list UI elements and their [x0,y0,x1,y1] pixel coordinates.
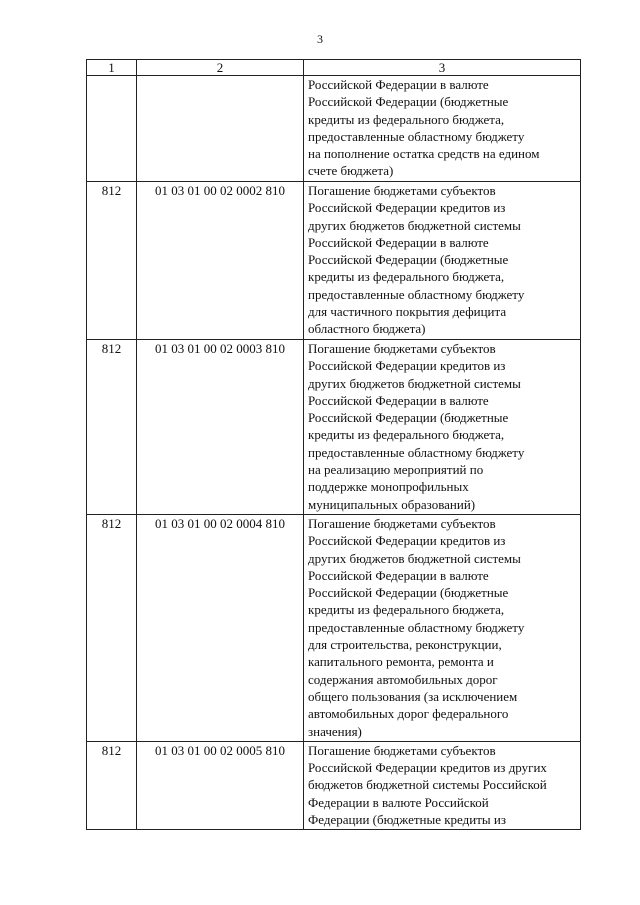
column-header-3: 3 [304,60,581,76]
description-line: общего пользования (за исключением [308,688,518,704]
column-header-2: 2 [137,60,304,76]
table-row [87,340,581,515]
table-row [87,182,581,340]
description-line: Российской Федерации кредитов из [308,358,506,374]
admin-code-cell: 812 [87,182,137,340]
description-line: Российской Федерации в валюте [308,234,489,250]
description-line: кредиты из федерального бюджета, [308,602,505,618]
description-line: Российской Федерации (бюджетные [308,252,509,268]
admin-code-cell: 812 [87,514,137,741]
description-cell [304,340,581,515]
table-row [87,741,581,829]
description-line: автомобильных дорог федерального [308,706,509,722]
description-line: кредиты из федерального бюджета, [308,111,505,127]
description-cell [304,741,581,829]
description-line: на реализацию мероприятий по [308,462,484,478]
description-line: для строительства, реконструкции, [308,637,502,653]
description-cell [304,182,581,340]
description-line: Российской Федерации (бюджетные [308,94,509,110]
budget-classification-code-cell: 01 03 01 00 02 0003 810 [137,340,304,515]
admin-code-cell: 812 [87,741,137,829]
description-line: для частичного покрытия дефицита [308,304,507,320]
description-line: других бюджетов бюджетной системы [308,375,521,391]
description-line: областного бюджета) [308,321,426,337]
table-row [87,514,581,741]
description-line: значения) [308,723,362,739]
description-cell [304,514,581,741]
description-line: на пополнение остатка средств на едином [308,146,540,162]
budget-codes-table [86,59,581,830]
column-header-1: 1 [87,60,137,76]
description-line: Федерации в валюте Российской [308,794,489,810]
budget-classification-code-cell: 01 03 01 00 02 0004 810 [137,514,304,741]
description-line: кредиты из федерального бюджета, [308,427,505,443]
description-line: других бюджетов бюджетной системы [308,217,521,233]
page-number: 3 [317,32,323,46]
description-line: Российской Федерации в валюте [308,567,489,583]
description-line: предоставленные областному бюджету [308,619,525,635]
description-line: предоставленные областному бюджету [308,286,525,302]
table-header-row [87,60,581,76]
description-line: Российской Федерации кредитов из [308,200,506,216]
description-line: предоставленные областному бюджету [308,444,525,460]
description-line: Российской Федерации (бюджетные [308,410,509,426]
table-row [87,76,581,182]
description-line: Погашение бюджетами субъектов [308,183,496,198]
budget-classification-code-cell: 01 03 01 00 02 0002 810 [137,182,304,340]
description-line: Погашение бюджетами субъектов [308,341,496,356]
description-line: Российской Федерации в валюте [308,77,489,92]
description-line: Погашение бюджетами субъектов [308,742,496,758]
description-line: муниципальных образований) [308,496,476,512]
description-cell [304,76,581,182]
description-line: кредиты из федерального бюджета, [308,269,505,285]
description-line: капитального ремонта, ремонта и [308,654,494,670]
description-line: счете бюджета) [308,163,394,179]
description-line: содержания автомобильных дорог [308,671,498,687]
description-line: предоставленные областному бюджету [308,128,525,144]
description-line: Погашение бюджетами субъектов [308,515,496,531]
budget-classification-code-cell: 01 03 01 00 02 0005 810 [137,741,304,829]
description-line: Российской Федерации (бюджетные [308,585,509,601]
description-line: Российской Федерации кредитов из других [308,760,547,776]
description-line: бюджетов бюджетной системы Российской [308,777,547,793]
description-line: Российской Федерации в валюте [308,392,489,408]
admin-code-cell: 812 [87,340,137,515]
description-line: Федерации (бюджетные кредиты из [308,812,506,828]
description-line: поддержке монопрофильных [308,479,469,495]
budget-classification-code-cell [137,76,304,182]
description-line: других бюджетов бюджетной системы [308,550,521,566]
description-line: Российской Федерации кредитов из [308,533,506,549]
admin-code-cell [87,76,137,182]
